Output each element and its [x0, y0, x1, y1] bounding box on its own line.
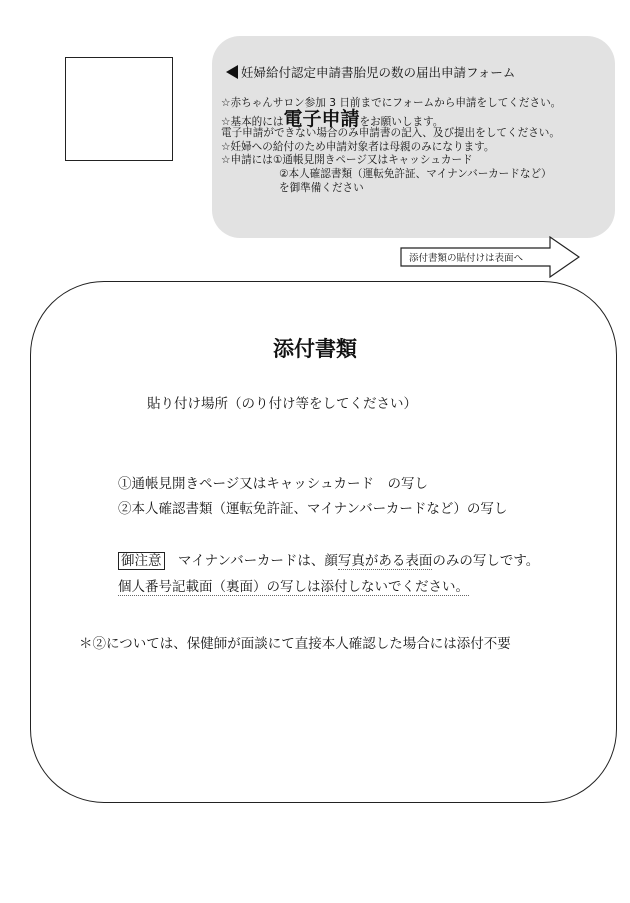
- requirement-1: ①通帳見開きページ又はキャッシュカード の写し: [118, 476, 428, 492]
- note-line: ☆赤ちゃんサロン参加 3 日前までにフォームから申請をしてください。: [221, 97, 562, 109]
- caution-text: のみの写しです。: [432, 553, 540, 569]
- card-title: 添付書類: [273, 336, 357, 361]
- note-line: 電子申請ができない場合のみ申請書の記入、及び提出をしてください。: [221, 127, 560, 140]
- requirement-2: ②本人確認書類（運転免許証、マイナンバーカードなど）の写し: [118, 501, 508, 517]
- note-emphasis: 電子申請: [283, 107, 360, 130]
- note-line: ②本人確認書類（運転免許証、マイナンバーカードなど）: [279, 167, 552, 180]
- note-suffix: をお願いします。: [359, 115, 444, 128]
- note-line: ☆申請には①通帳見開きページ又はキャッシュカード: [221, 154, 473, 167]
- form-link-label: 妊婦給付認定申請書胎児の数の届出申請フォーム: [241, 65, 516, 80]
- arrow-left-icon: [226, 65, 238, 79]
- footnote: ＊②については、保健師が面談にて直接本人確認した場合には添付不要: [79, 636, 511, 652]
- application-notes: [221, 97, 561, 197]
- caution-label: 御注意: [118, 552, 165, 570]
- form-link[interactable]: [226, 63, 515, 81]
- arrow-label: 添付書類の貼付けは表面へ: [409, 253, 524, 264]
- paste-area-label: 貼り付け場所（のり付け等をしてください）: [147, 396, 417, 412]
- caution-text-underlined: 写真がある表面: [337, 553, 433, 569]
- caution-line: [118, 549, 539, 569]
- caution-line-2: 個人番号記載面（裏面）の写しは添付しないでください。: [118, 575, 469, 596]
- attach-direction-arrow: [400, 236, 580, 278]
- caution-text: マイナンバーカードは、顔: [178, 553, 338, 569]
- note-line: ☆妊婦への給付のため申請対象者は母親のみになります。: [221, 140, 495, 153]
- qr-code-placeholder: [65, 57, 173, 161]
- note-prefix: ☆基本的には: [221, 115, 284, 128]
- note-line: を御準備ください: [279, 181, 364, 194]
